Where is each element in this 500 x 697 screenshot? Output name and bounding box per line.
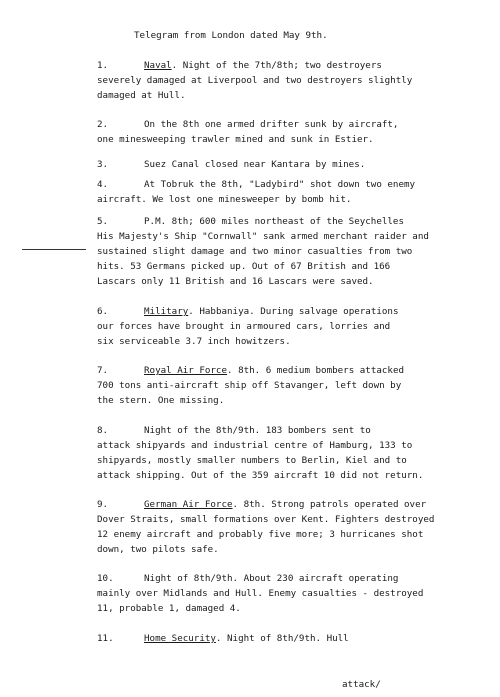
line-text: the stern. One missing.: [97, 395, 225, 406]
paragraph-line: [97, 542, 500, 557]
paragraph-4: [97, 177, 500, 207]
line-text: Lascars only 11 British and 16 Lascars were saved.: [97, 276, 374, 287]
line-text: down, two pilots safe.: [97, 544, 219, 555]
document-title: Telegram from London dated May 9th.: [134, 30, 328, 41]
paragraph-line: 9. German Air Force. 8th. Strong patrols operated over: [97, 499, 427, 510]
line-text: On the 8th one armed drifter sunk by aircraft,: [144, 119, 399, 130]
paragraph-line: [97, 586, 500, 601]
line-text: attack shipyards and industrial centre of Hamburg, 133 to: [97, 440, 413, 451]
line-text: mainly over Midlands and Hull. Enemy casualties - destroyed: [97, 588, 424, 599]
paragraph-2: [97, 117, 500, 147]
paragraph-line: [97, 453, 500, 468]
line-text: P.M. 8th; 600 miles northeast of the Seychelles: [144, 216, 404, 227]
line-text: Night of the 8th/9th. 183 bombers sent to: [144, 425, 371, 436]
paragraph-line: [97, 527, 500, 542]
paragraph-line: 7. Royal Air Force. 8th. 6 medium bombers attacked: [97, 365, 405, 376]
paragraph-line: 11. Home Security. Night of 8th/9th. Hull: [97, 633, 349, 644]
paragraph-6: [97, 304, 500, 349]
line-text: Night of 8th/9th. Hull: [227, 633, 349, 644]
line-text: aircraft. We lost one minesweeper by bomb hit.: [97, 194, 352, 205]
paragraph-line: [97, 117, 500, 132]
paragraph-number: 10.: [97, 573, 114, 584]
line-text: our forces have brought in armoured cars, lorries and: [97, 321, 391, 332]
line-text: Suez Canal closed near Kantara by mines.: [144, 159, 366, 170]
paragraph-number: 1.: [97, 60, 109, 71]
paragraph-line: [97, 229, 500, 244]
paragraph-5: [97, 214, 500, 289]
paragraph-11: [97, 631, 500, 646]
line-text: shipyards, mostly smaller numbers to Berlin, Kiel and to: [97, 455, 407, 466]
line-text: 8th. Strong patrols operated over: [243, 499, 427, 510]
paragraph-line: [97, 438, 500, 453]
line-text: sustained slight damage and two minor casualties from two: [97, 246, 413, 257]
paragraph-line: [97, 512, 500, 527]
continuation-word: attack/: [342, 679, 381, 690]
paragraph-number: 6.: [97, 306, 109, 317]
paragraph-number: 5.: [97, 216, 109, 227]
paragraph-line: [97, 214, 500, 229]
paragraph-line: [97, 378, 500, 393]
paragraph-line: 1. Naval. Night of the 7th/8th; two destroyers: [97, 60, 382, 71]
paragraph-line: 6. Military. Habbaniya. During salvage operations: [97, 306, 399, 317]
paragraph-line: [97, 334, 500, 349]
section-heading: German Air Force: [144, 499, 233, 510]
paragraph-line: [97, 73, 500, 88]
paragraph-line: [97, 468, 500, 483]
margin-mark: [22, 249, 86, 250]
paragraph-line: [97, 177, 500, 192]
paragraph-line: [97, 259, 500, 274]
line-text: Night of the 7th/8th; two destroyers: [182, 60, 382, 71]
line-text: severely damaged at Liverpool and two destroyers slightly: [97, 75, 413, 86]
paragraph-number: 2.: [97, 119, 109, 130]
paragraph-line: [97, 393, 500, 408]
paragraph-number: 11.: [97, 633, 114, 644]
paragraph-line: [97, 423, 500, 438]
section-heading: Royal Air Force: [144, 365, 227, 376]
line-text: 11, probable 1, damaged 4.: [97, 603, 241, 614]
paragraph-1: [97, 58, 500, 103]
line-text: Habbaniya. During salvage operations: [199, 306, 399, 317]
section-heading: Military: [144, 306, 189, 317]
line-text: 700 tons anti-aircraft ship off Stavanger, left down by: [97, 380, 402, 391]
section-heading: Naval: [144, 60, 172, 71]
paragraph-10: [97, 571, 500, 616]
paragraph-line: [97, 601, 500, 616]
line-text: attack shipping. Out of the 359 aircraft 10 did not return.: [97, 470, 424, 481]
line-text: Dover Straits, small formations over Kent. Fighters destroyed: [97, 514, 435, 525]
paragraph-number: 7.: [97, 365, 109, 376]
paragraph-number: 4.: [97, 179, 109, 190]
paragraph-number: 3.: [97, 159, 109, 170]
paragraph-line: [97, 244, 500, 259]
line-text: 8th. 6 medium bombers attacked: [238, 365, 405, 376]
paragraph-9: [97, 497, 500, 557]
paragraph-number: 8.: [97, 425, 109, 436]
line-text: one minesweeping trawler mined and sunk in Estier.: [97, 134, 374, 145]
paragraph-line: [97, 319, 500, 334]
paragraph-line: [97, 192, 500, 207]
line-text: His Majesty's Ship "Cornwall" sank armed merchant raider and: [97, 231, 429, 242]
paragraph-line: [97, 88, 500, 103]
paragraph-line: [97, 274, 500, 289]
section-heading: Home Security: [144, 633, 216, 644]
line-text: six serviceable 3.7 inch howitzers.: [97, 336, 291, 347]
paragraph-line: [97, 571, 500, 586]
paragraph-7: [97, 363, 500, 408]
line-text: 12 enemy aircraft and probably five more; 3 hurricanes shot: [97, 529, 424, 540]
line-text: hits. 53 Germans picked up. Out of 67 British and 166: [97, 261, 391, 272]
line-text: Night of 8th/9th. About 230 aircraft operating: [144, 573, 399, 584]
paragraph-number: 9.: [97, 499, 109, 510]
paragraph-line: [97, 157, 500, 172]
paragraph-3: [97, 157, 500, 172]
paragraph-line: [97, 132, 500, 147]
paragraph-8: [97, 423, 500, 483]
line-text: damaged at Hull.: [97, 90, 186, 101]
line-text: At Tobruk the 8th, "Ladybird" shot down two enemy: [144, 179, 416, 190]
